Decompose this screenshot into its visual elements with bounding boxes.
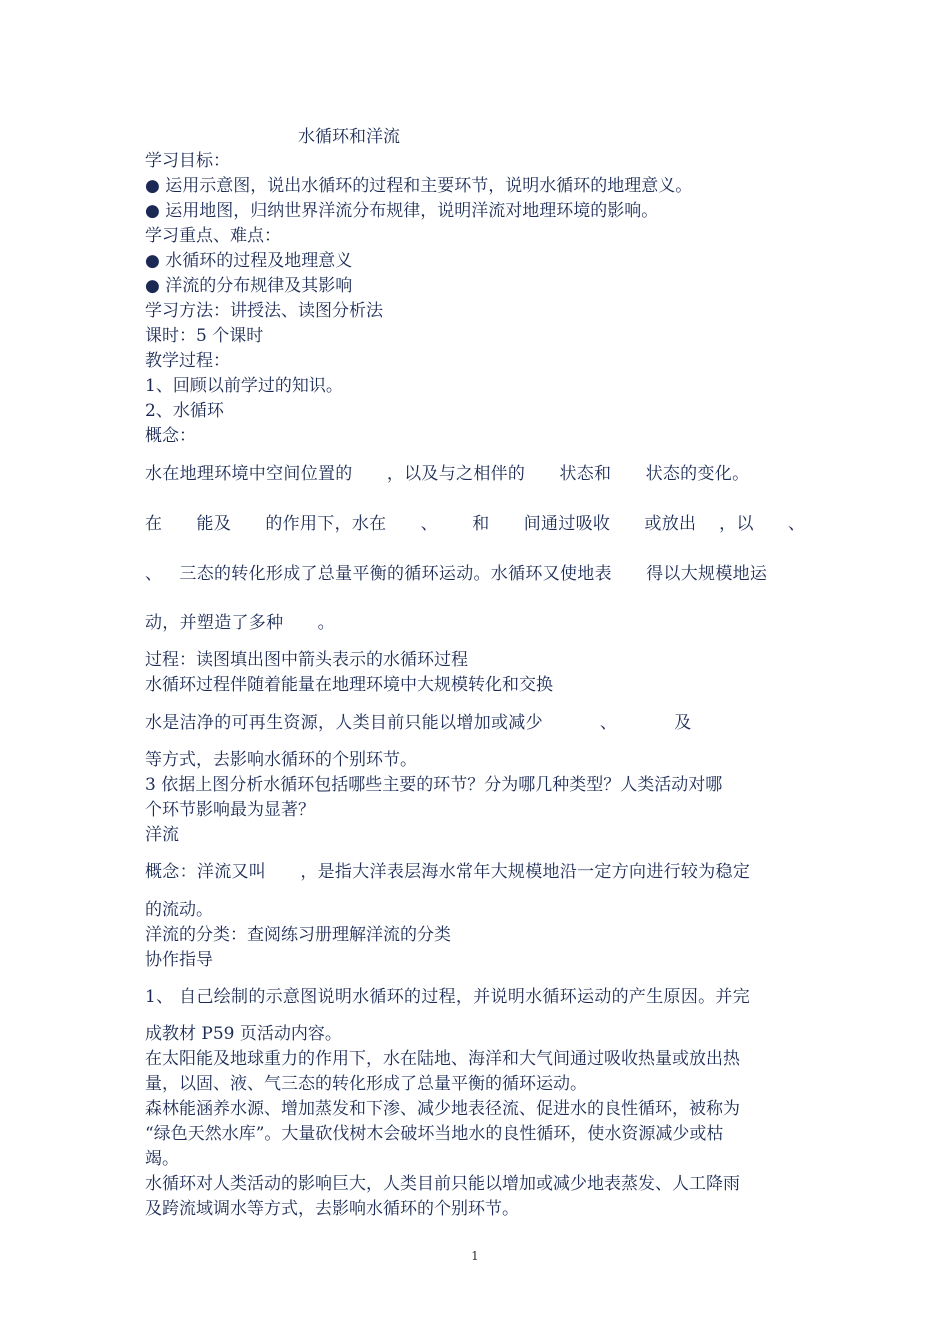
page-title: 水循环和洋流 bbox=[298, 127, 400, 147]
process-text: 过程：读图填出图中箭头表示的水循环过程 bbox=[145, 650, 468, 670]
page-number: 1 bbox=[471, 1249, 479, 1263]
step-1: 1、回顾以前学过的知识。 bbox=[145, 376, 343, 396]
resource-line-1: 水是洁净的可再生资源，人类目前只能以增加或减少 、 及 bbox=[145, 713, 692, 733]
ocean-concept-line-1: 概念：洋流又叫 ，是指大洋表层海水常年大规模地沿一定方向进行较为稳定 bbox=[145, 862, 751, 882]
answer-1-line-1: 在太阳能及地球重力的作用下，水在陆地、海洋和大气间通过吸收热量或放出热 bbox=[145, 1049, 740, 1069]
fill-blank-line-1: 水在地理环境中空间位置的 ，以及与之相伴的 状态和 状态的变化。 bbox=[145, 464, 750, 484]
coop-heading: 协作指导 bbox=[145, 950, 213, 970]
key-point-item: ● 水循环的过程及地理意义 bbox=[145, 251, 353, 271]
answer-1-line-2: 量，以固、液、气三态的转化形成了总量平衡的循环运动。 bbox=[145, 1074, 587, 1094]
goal-item: ● 运用示意图，说出水循环的过程和主要环节，说明水循环的地理意义。 bbox=[145, 176, 693, 196]
task-1-line-2: 成教材 P59 页活动内容。 bbox=[145, 1024, 342, 1044]
fill-blank-line-3: 、 三态的转化形成了总量平衡的循环运动。水循环又使地表 得以大规模地运 bbox=[145, 564, 768, 584]
goal-item: ● 运用地图，归纳世界洋流分布规律，说明洋流对地理环境的影响。 bbox=[145, 201, 659, 221]
method-line: 学习方法：讲授法、读图分析法 bbox=[145, 301, 383, 321]
answer-2-line-2: “绿色天然水库”。大量砍伐树木会破坏当地水的良性循环，使水资源减少或枯 bbox=[145, 1124, 724, 1144]
key-heading: 学习重点、难点： bbox=[145, 226, 281, 246]
ocean-concept-line-2: 的流动。 bbox=[145, 900, 213, 920]
energy-text: 水循环过程伴随着能量在地理环境中大规模转化和交换 bbox=[145, 675, 553, 695]
resource-line-2: 等方式，去影响水循环的个别环节。 bbox=[145, 750, 417, 770]
ocean-classification: 洋流的分类：查阅练习册理解洋流的分类 bbox=[145, 925, 451, 945]
task-1-line-1: 1、 自己绘制的示意图说明水循环的过程，并说明水循环运动的产生原因。并完 bbox=[145, 987, 751, 1007]
answer-2-line-3: 竭。 bbox=[145, 1149, 179, 1169]
step-2: 2、水循环 bbox=[145, 401, 224, 421]
answer-3-line-2: 及跨流域调水等方式，去影响水循环的个别环节。 bbox=[145, 1199, 519, 1219]
answer-2-line-1: 森林能涵养水源、增加蒸发和下渗、减少地表径流、促进水的良性循环，被称为 bbox=[145, 1099, 740, 1119]
question-3-line-2: 个环节影响最为显著？ bbox=[145, 800, 315, 820]
ocean-heading: 洋流 bbox=[145, 825, 179, 845]
answer-3-line-1: 水循环对人类活动的影响巨大，人类目前只能以增加或减少地表蒸发、人工降雨 bbox=[145, 1174, 740, 1194]
key-point-item: ● 洋流的分布规律及其影响 bbox=[145, 276, 353, 296]
process-heading: 教学过程： bbox=[145, 351, 230, 371]
question-3-line-1: 3 依据上图分析水循环包括哪些主要的环节？分为哪几种类型？人类活动对哪 bbox=[145, 775, 723, 795]
fill-blank-line-2: 在 能及 的作用下，水在 、 和 间通过吸收 或放出 ，以 、 bbox=[145, 514, 806, 534]
goals-heading: 学习目标： bbox=[145, 151, 230, 171]
hours-line: 课时：5 个课时 bbox=[145, 326, 264, 346]
concept-label: 概念： bbox=[145, 426, 196, 446]
fill-blank-line-4: 动，并塑造了多种 。 bbox=[145, 613, 335, 633]
